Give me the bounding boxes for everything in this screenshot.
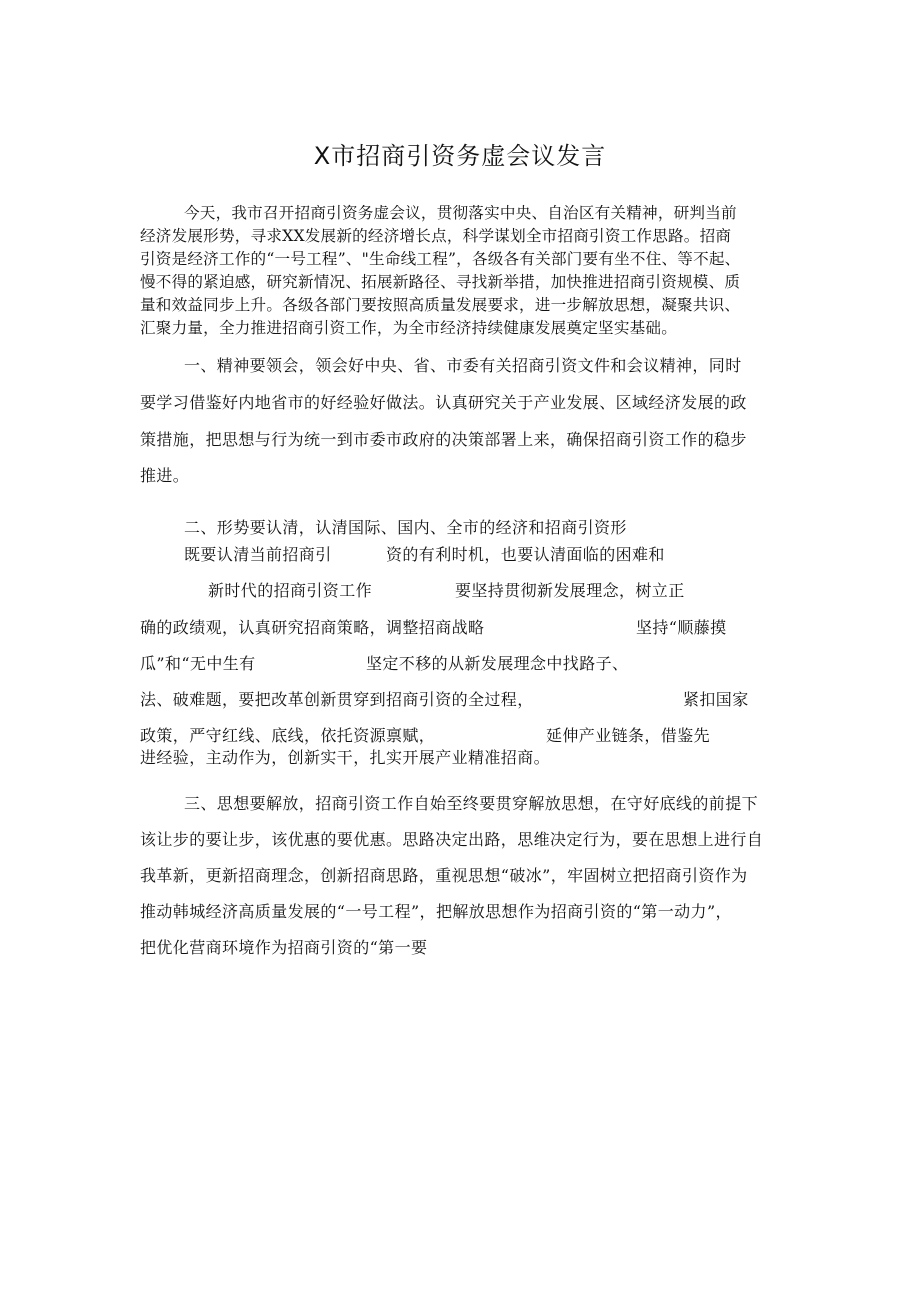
section2-fragment: 既要认清当前招商引 <box>184 545 332 564</box>
section3-line: 我革新，更新招商理念，创新招商思路，重视思想“破冰”，牢固树立把招商引资作为 <box>140 866 748 885</box>
section2-fragment: 瓜”和“无中生有 <box>140 654 256 673</box>
section3-line: 把优化营商环境作为招商引资的“第一要 <box>140 938 428 957</box>
section2-line: 二、形势要认清，认清国际、国内、全市的经济和招商引资形 <box>184 518 627 537</box>
section3-line: 该让步的要让步，该优惠的要优惠。思路决定出路，思维决定行为，要在思想上进行自 <box>140 830 764 849</box>
section2-fragment: 新时代的招商引资工作 <box>208 581 373 600</box>
intro-line: 经济发展形势，寻求XX发展新的经济增长点，科学谋划全市招商引资工作思路。招商 <box>140 227 732 245</box>
section2-fragment: 要坚持贯彻新发展理念，树立正 <box>455 581 685 600</box>
section2-fragment: 坚定不移的从新发展理念中找路子、 <box>366 654 629 673</box>
section1-line: 策措施，把思想与行为统一到市委市政府的决策部署上来，确保招商引资工作的稳步 <box>140 430 747 449</box>
intro-line: 量和效益同步上升。各级各部门要按照高质量发展要求，进一步解放思想，凝聚共识、 <box>140 296 741 314</box>
section2-fragment: 坚持“顺藤摸 <box>636 618 727 637</box>
intro-line: 慢不得的紧迫感，研究新情况、拓展新路径、寻找新举措，加快推进招商引资规模、质 <box>140 273 741 291</box>
section3-line: 推动韩城经济高质量发展的“一号工程”，把解放思想作为招商引资的“第一动力”， <box>140 902 732 921</box>
section2-fragment: 进经验，主动作为，创新实干，扎实开展产业精准招商。 <box>140 748 551 767</box>
section1-line: 一、精神要领会，领会好中央、省、市委有关招商引资文件和会议精神，同时 <box>184 356 742 375</box>
section1-line: 推进。 <box>140 466 190 485</box>
intro-line: 今天，我市召开招商引资务虚会议，贯彻落实中央、自治区有关精神，研判当前 <box>184 204 737 222</box>
document-title: X市招商引资务虚会议发言 <box>313 142 607 170</box>
intro-line: 汇聚力量，全力推进招商引资工作，为全市经济持续健康发展奠定坚实基础。 <box>140 319 677 337</box>
section2-fragment: 资的有利时机，也要认清面临的困难和 <box>386 545 665 564</box>
section3-line: 三、思想要解放，招商引资工作自始至终要贯穿解放思想，在守好底线的前提下 <box>184 794 759 813</box>
intro-line: 引资是经济工作的“一号工程”、"生命线工程”，各级各有关部门要有坐不住、等不起、 <box>140 250 741 268</box>
section2-fragment: 紧扣国家 <box>683 690 749 709</box>
section2-fragment: 确的政绩观，认真研究招商策略，调整招商战略 <box>140 618 485 637</box>
section2-fragment: 政策，严守红线、底线，依托资源禀赋， <box>140 726 436 745</box>
section2-fragment: 延伸产业链条，借鉴先 <box>546 726 711 745</box>
section1-line: 要学习借鉴好内地省市的好经验好做法。认真研究关于产业发展、区域经济发展的政 <box>140 393 747 412</box>
section2-fragment: 法、破难题，要把改革创新贯穿到招商引资的全过程， <box>140 690 534 709</box>
